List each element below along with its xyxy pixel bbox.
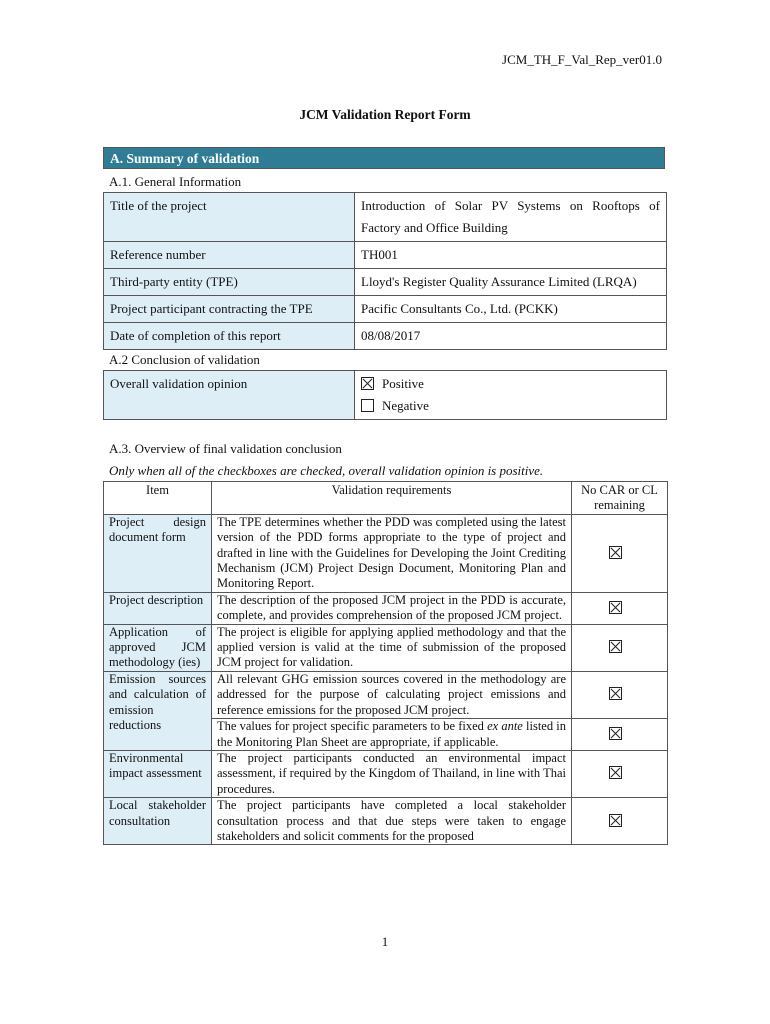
- column-header-item: Item: [104, 482, 212, 515]
- checked-checkbox-icon[interactable]: [609, 766, 622, 779]
- option-label: Positive: [382, 376, 424, 391]
- option-negative[interactable]: [361, 395, 660, 417]
- table-row: [104, 750, 668, 797]
- conclusion-table: [103, 370, 667, 420]
- row-label: Project participant contracting the TPE: [104, 296, 355, 323]
- requirement-cell: The project is eligible for applying applied methodology and that the applied version is valid at the time of submission of the proposed JCM project for validation.: [212, 624, 572, 671]
- checked-checkbox-icon[interactable]: [361, 377, 374, 390]
- item-cell: Emission sources and calculation of emission reductions: [104, 671, 212, 750]
- row-value: TH001: [355, 242, 667, 269]
- table-row: [104, 514, 668, 592]
- option-label: Negative: [382, 398, 429, 413]
- page-number: 1: [381, 934, 389, 949]
- status-cell: [572, 671, 668, 718]
- table-row: [104, 798, 668, 845]
- item-cell: Environmental impact assessment: [104, 750, 212, 797]
- row-value: Introduction of Solar PV Systems on Rooftops of Factory and Office Building: [355, 193, 667, 242]
- unchecked-checkbox-icon[interactable]: [361, 399, 374, 412]
- table-row: [104, 296, 667, 323]
- requirement-cell: The project participants conducted an environmental impact assessment, if required by the Kingdom of Thailand, in line with Thai procedures.: [212, 750, 572, 797]
- row-value: 08/08/2017: [355, 323, 667, 350]
- table-row: [104, 242, 667, 269]
- checked-checkbox-icon[interactable]: [609, 640, 622, 653]
- status-cell: [572, 592, 668, 624]
- item-cell: Project description: [104, 592, 212, 624]
- row-label: Title of the project: [104, 193, 355, 242]
- overview-note: Only when all of the checkboxes are checked, overall validation opinion is positive.: [109, 463, 544, 478]
- status-cell: [572, 798, 668, 845]
- conclusion-heading: A.2 Conclusion of validation: [109, 352, 260, 367]
- row-label: Date of completion of this report: [104, 323, 355, 350]
- status-cell: [572, 750, 668, 797]
- general-info-heading: A.1. General Information: [109, 174, 242, 189]
- row-label: Reference number: [104, 242, 355, 269]
- checked-checkbox-icon[interactable]: [609, 601, 622, 614]
- table-row: [104, 671, 668, 718]
- conclusion-options: [355, 371, 667, 420]
- status-cell: [572, 719, 668, 751]
- general-info-table: [103, 192, 667, 350]
- requirement-cell: The description of the proposed JCM project in the PDD is accurate, complete, and provides comprehension of the proposed JCM project.: [212, 592, 572, 624]
- item-cell: Project design document form: [104, 514, 212, 592]
- requirement-emphasis: ex ante: [487, 719, 523, 734]
- row-value: Pacific Consultants Co., Ltd. (PCKK): [355, 296, 667, 323]
- document-id: JCM_TH_F_Val_Rep_ver01.0: [502, 52, 662, 67]
- table-row: [104, 592, 668, 624]
- row-label: Third-party entity (TPE): [104, 269, 355, 296]
- checked-checkbox-icon[interactable]: [609, 814, 622, 827]
- table-row: [104, 269, 667, 296]
- overview-table: [103, 481, 668, 845]
- requirement-text: listed in the Monitoring Plan Sheet are appropriate, if applicable.: [217, 719, 566, 749]
- requirement-cell: All relevant GHG emission sources covered in the methodology are addressed for the purpose of calculating project emissions and reference emissions for the proposed JCM project.: [212, 671, 572, 718]
- item-cell: Application of approved JCM methodology (ies): [104, 624, 212, 671]
- column-header-requirements: Validation requirements: [212, 482, 572, 515]
- table-header-row: [104, 482, 668, 515]
- requirement-cell: The TPE determines whether the PDD was completed using the latest version of the PDD forms appropriate to the type of project and drafted in line with the Guidelines for Developing the Joint Crediting Mechanism (JCM) Project Design Document, Monitoring Plan and Monitoring Report.: [212, 514, 572, 592]
- row-value: Lloyd's Register Quality Assurance Limited (LRQA): [355, 269, 667, 296]
- page-title: JCM Validation Report Form: [299, 107, 471, 122]
- table-row: [104, 193, 667, 242]
- status-cell: [572, 624, 668, 671]
- column-header-status: No CAR or CL remaining: [572, 482, 668, 515]
- status-cell: [572, 514, 668, 592]
- checked-checkbox-icon[interactable]: [609, 687, 622, 700]
- overview-heading: A.3. Overview of final validation conclusion: [109, 441, 342, 456]
- option-positive[interactable]: [361, 373, 660, 395]
- requirement-cell: [212, 719, 572, 751]
- checked-checkbox-icon[interactable]: [609, 727, 622, 740]
- requirement-cell: The project participants have completed a local stakeholder consultation process and that due steps were taken to engage stakeholders and solicit comments for the proposed: [212, 798, 572, 845]
- requirement-text: The values for project specific parameters to be fixed: [217, 719, 488, 734]
- table-row: [104, 371, 667, 420]
- checked-checkbox-icon[interactable]: [609, 546, 622, 559]
- section-a-header: A. Summary of validation: [103, 147, 665, 169]
- table-row: [104, 323, 667, 350]
- conclusion-label: Overall validation opinion: [104, 371, 355, 420]
- table-row: [104, 624, 668, 671]
- item-cell: Local stakeholder consultation: [104, 798, 212, 845]
